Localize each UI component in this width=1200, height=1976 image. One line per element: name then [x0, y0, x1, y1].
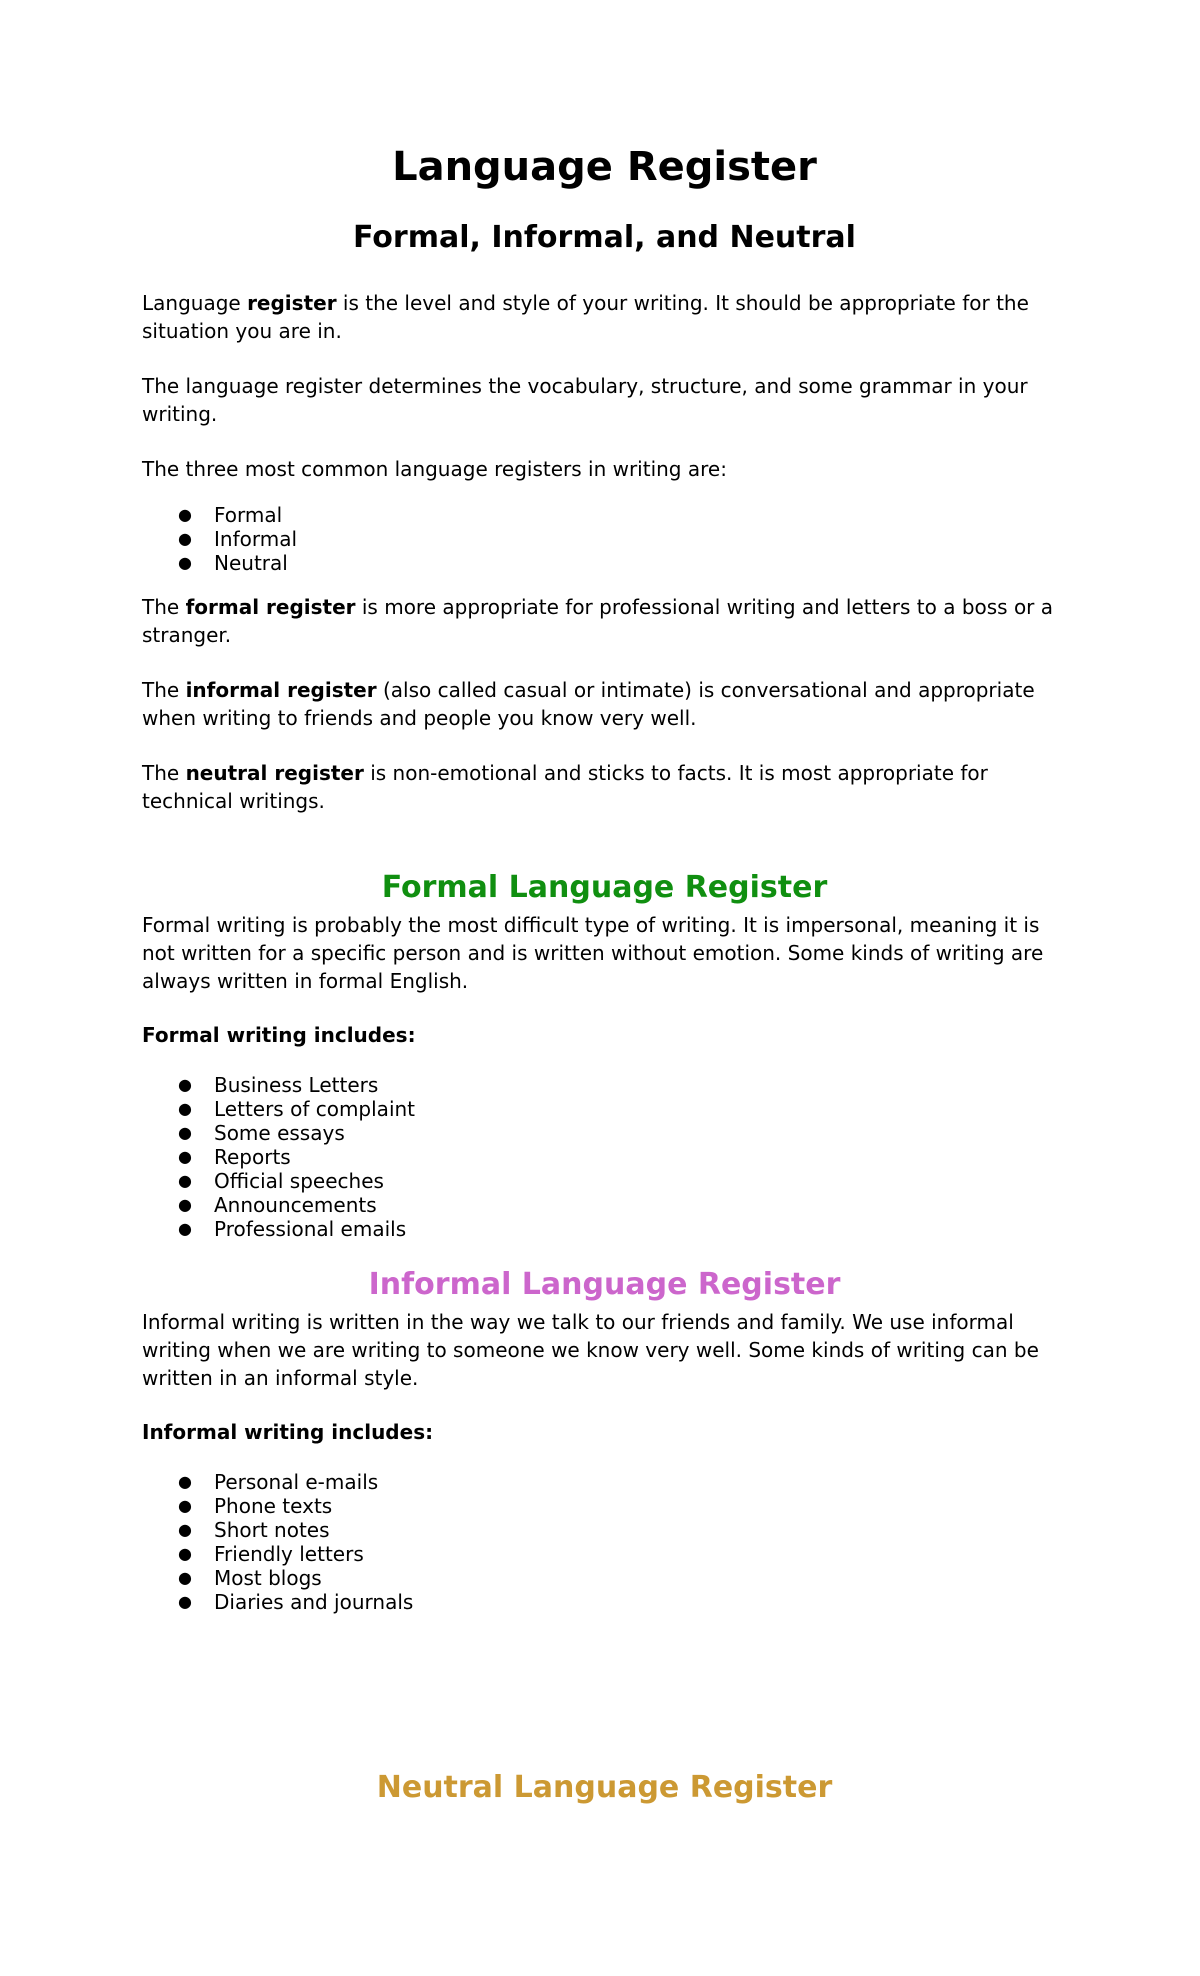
informal-section-body: Informal writing is written in the way we talk to our friends and family. We use informal writing when we are writing to someone we know very well. Some kinds of writing can be written in an informal style.: [142, 1310, 1039, 1390]
list-item: ● Reports: [178, 1145, 291, 1169]
bullet-icon: ●: [178, 553, 192, 572]
list-item: ● Official speeches: [178, 1169, 384, 1193]
list-item: ● Announcements: [178, 1193, 377, 1217]
bullet-icon: ●: [178, 1075, 192, 1094]
formal-writing-list: [142, 1073, 1067, 1241]
bullet-icon: ●: [178, 1219, 192, 1238]
neutral-section-heading: Neutral Language Register: [376, 1770, 833, 1805]
list-item: ● Business Letters: [178, 1073, 379, 1097]
bullet-icon: ●: [178, 529, 192, 548]
formal-section-heading: Formal Language Register: [381, 870, 828, 905]
page-subtitle: Formal, Informal, and Neutral: [353, 220, 856, 255]
formal-register-definition: The formal register is more appropriate for professional writing and letters to a boss or a stranger.: [142, 595, 1054, 647]
informal-includes-label: Informal writing includes:: [142, 1420, 434, 1444]
document-page: [142, 0, 1067, 1976]
list-item: ● Some essays: [178, 1121, 345, 1145]
bullet-icon: ●: [178, 1147, 192, 1166]
page-title: Language Register: [392, 144, 817, 190]
bullet-icon: ●: [178, 505, 192, 524]
informal-register-definition: The informal register (also called casual or intimate) is conversational and appropriate when writing to friends and people you know very well.: [142, 678, 1035, 730]
list-item: ● Personal e-mails: [178, 1470, 379, 1494]
neutral-register-definition: The neutral register is non-emotional and sticks to facts. It is most appropriate for technical writings.: [142, 761, 988, 813]
intro-paragraph-determines: The language register determines the vocabulary, structure, and some grammar in your writing.: [142, 374, 1028, 426]
list-item: ● Diaries and journals: [178, 1590, 414, 1614]
bullet-icon: ●: [178, 1123, 192, 1142]
informal-section-heading: Informal Language Register: [368, 1267, 841, 1302]
list-item: ● Professional emails: [178, 1217, 407, 1241]
bullet-icon: ●: [178, 1544, 192, 1563]
bullet-icon: ●: [178, 1496, 192, 1515]
formal-includes-label: Formal writing includes:: [142, 1023, 416, 1047]
list-item: ● Most blogs: [178, 1566, 322, 1590]
bullet-icon: ●: [178, 1568, 192, 1587]
formal-section-body: Formal writing is probably the most difficult type of writing. It is impersonal, meaning it is not written for a specific person and is written without emotion. Some kinds of writing are always written in formal English.: [142, 913, 1044, 993]
list-item: ● Neutral: [178, 551, 288, 575]
list-item: ● Phone texts: [178, 1494, 333, 1518]
bullet-icon: ●: [178, 1472, 192, 1491]
list-item: ● Informal: [178, 527, 298, 551]
bullet-icon: ●: [178, 1171, 192, 1190]
intro-paragraph-common: The three most common language registers in writing are:: [142, 457, 727, 481]
register-list: [142, 503, 1067, 575]
bullet-icon: ●: [178, 1592, 192, 1611]
list-item: ● Formal: [178, 503, 283, 527]
bullet-icon: ●: [178, 1520, 192, 1539]
bullet-icon: ●: [178, 1195, 192, 1214]
list-item: ● Short notes: [178, 1518, 330, 1542]
bullet-icon: ●: [178, 1099, 192, 1118]
list-item: ● Friendly letters: [178, 1542, 364, 1566]
list-item: ● Letters of complaint: [178, 1097, 416, 1121]
intro-paragraph-register: Language register is the level and style of your writing. It should be appropriate for the situation you are in.: [142, 291, 1029, 343]
informal-writing-list: [142, 1470, 1067, 1614]
